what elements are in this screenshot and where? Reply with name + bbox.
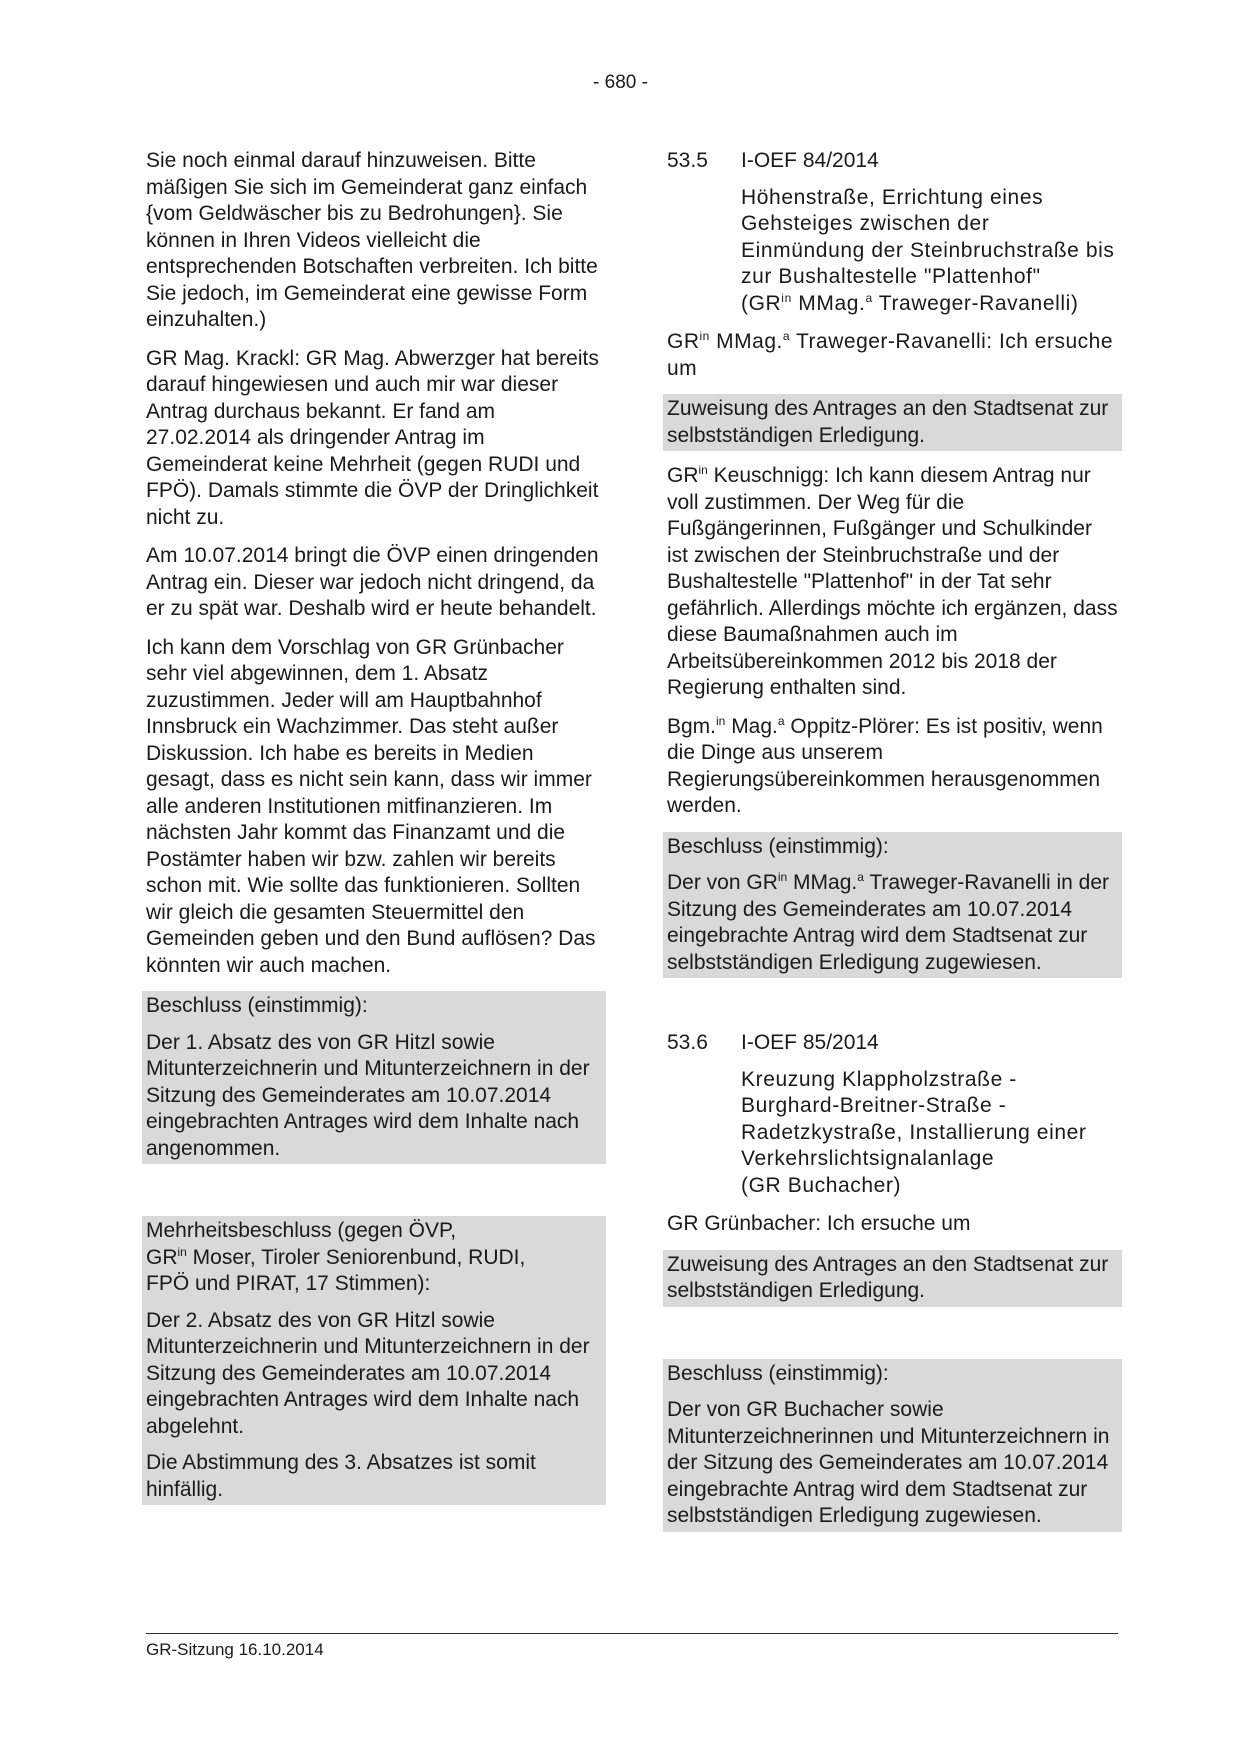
- assignment-text: Zuweisung des Antrages an den Stadtsenat zur selbstständigen Erledigung.: [667, 397, 1109, 447]
- left-column: [146, 148, 602, 1517]
- resolution-heading: Beschluss (einstimmig):: [146, 994, 368, 1017]
- page-number: - 680 -: [593, 72, 648, 93]
- assignment-box: [663, 1250, 1122, 1307]
- paragraph: $GR^{in}$ MMag.$^a$ Traweger-Ravanelli: Ich ersuche um: [667, 329, 1114, 380]
- paragraph: Bgm.$^{in}$ Mag.$^a$ Oppitz-Plörer: Es ist positiv, wenn die Dinge aus unserem Regierungsübereinkommen herausgenommen werden.: [667, 713, 1103, 817]
- item-code: I-OEF 84/2014: [741, 149, 879, 172]
- agenda-item-header: [667, 148, 1118, 175]
- resolution-heading: Beschluss (einstimmig):: [667, 834, 889, 858]
- paragraph: Ich kann dem Vorschlag von GR Grünbacher sehr viel abgewinnen, dem 1. Absatz zuzustimmen. Jeder will am Hauptbahnhof Innsbruck ein Wachzimmer. Das steht außer Diskussion. Ich habe es bereits in Medien gesagt, dass es nicht sein kann, dass wir immer alle anderen Institutionen mitfinanzieren. Im nächsten Jahr kommt das Finanzamt und die Postämter haben wir bzw. zahlen wir bereits schon mit. Wie sollte das funktionieren. Sollten wir gleich die gesamten Steuermittel den Gemeinden geben und den Bund auflösen? Das könnten wir auch machen.: [146, 635, 596, 977]
- right-column: [667, 148, 1118, 1544]
- resolution-text: Der 2. Absatz des von GR Hitzl sowie Mitunterzeichnerin und Mitunterzeichnern in der Sitzung des Gemeinderates am 10.07.2014 eingebrachten Antrages wird dem Inhalte nach abgelehnt.: [146, 1308, 590, 1438]
- resolution-box: [142, 991, 606, 1164]
- paragraph: GR Grünbacher: Ich ersuche um: [667, 1212, 971, 1235]
- agenda-item-header: [667, 1030, 1118, 1057]
- resolution-note: Die Abstimmung des 3. Absatzes ist somit hinfällig.: [146, 1451, 536, 1501]
- assignment-text: Zuweisung des Antrages an den Stadtsenat zur selbstständigen Erledigung.: [667, 1252, 1109, 1302]
- resolution-text: Der von $GR^{in}$ MMag.$^a$ Traweger-Ravanelli in der Sitzung des Gemeinderates am 10.07.2014 eingebrachte Antrag wird dem Stadtsenat zur selbstständigen Erledigung zugewiesen.: [667, 870, 1110, 974]
- item-number: 53.5: [667, 149, 708, 172]
- assignment-box: [663, 394, 1122, 451]
- resolution-heading: Mehrheitsbeschluss (gegen ÖVP, $GR^{in}$ Moser, Tiroler Seniorenbund, RUDI, FPÖ und PIRAT, 17 Stimmen):: [146, 1219, 526, 1295]
- resolution-box: [663, 832, 1122, 979]
- paragraph: Sie noch einmal darauf hinzuweisen. Bitte mäßigen Sie sich im Gemeinderat ganz einfach {vom Geldwäscher bis zu Bedrohungen}. Sie können in Ihren Videos vielleicht die entsprechenden Botschaften verbreiten. Ich bitte Sie jedoch, im Gemeinderat eine gewisse Form einzuhalten.): [146, 149, 598, 331]
- majority-resolution-box: [142, 1216, 606, 1505]
- footer-divider: [146, 1633, 1118, 1634]
- footer-session-date: GR-Sitzung 16.10.2014: [146, 1640, 324, 1659]
- paragraph: GR Mag. Krackl: GR Mag. Abwerzger hat bereits darauf hingewiesen und auch mir war dieser Antrag durchaus bekannt. Er fand am 27.02.2014 als dringender Antrag im Gemeinderat keine Mehrheit (gegen RUDI und FPÖ). Damals stimmte die ÖVP der Dringlichkeit nicht zu.: [146, 346, 599, 529]
- resolution-heading: Beschluss (einstimmig):: [667, 1361, 889, 1385]
- item-title: Kreuzung Klappholzstraße - Burghard-Breitner-Straße - Radetzkystraße, Installierung einer Verkehrslichtsignalanlage (GR Buchacher): [741, 1067, 1087, 1197]
- item-code: I-OEF 85/2014: [741, 1031, 879, 1054]
- paragraph: Am 10.07.2014 bringt die ÖVP einen dringenden Antrag ein. Dieser war jedoch nicht dringend, da er zu spät war. Deshalb wird er heute behandelt.: [146, 544, 599, 620]
- item-title: Höhenstraße, Errichtung eines Gehsteiges zwischen der Einmündung der Steinbruchstraße bis zur Bushaltestelle "Plattenhof" ($GR^{in}$ MMag.$^a$ Traweger-Ravanelli): [741, 185, 1115, 315]
- paragraph: $GR^{in}$ Keuschnigg: Ich kann diesem Antrag nur voll zustimmen. Der Weg für die Fußgängerinnen, Fußgänger und Schulkinder ist zwischen der Steinbruchstraße und der Bushaltestelle "Plattenhof" in der Tat sehr gefährlich. Allerdings möchte ich ergänzen, dass diese Baumaßnahmen auch im Arbeitsübereinkommen 2012 bis 2018 der Regierung enthalten sind.: [667, 463, 1118, 699]
- resolution-text: Der 1. Absatz des von GR Hitzl sowie Mitunterzeichnerin und Mitunterzeichnern in der Sitzung des Gemeinderates am 10.07.2014 eingebrachten Antrages wird dem Inhalte nach angenommen.: [146, 1030, 590, 1160]
- resolution-box: [663, 1359, 1122, 1532]
- resolution-text: Der von GR Buchacher sowie Mitunterzeichnerinnen und Mitunterzeichnern in der Sitzung des Gemeinderates am 10.07.2014 eingebrachte Antrag wird dem Stadtsenat zur selbstständigen Erledigung zugewiesen.: [667, 1398, 1110, 1527]
- item-number: 53.6: [667, 1031, 708, 1054]
